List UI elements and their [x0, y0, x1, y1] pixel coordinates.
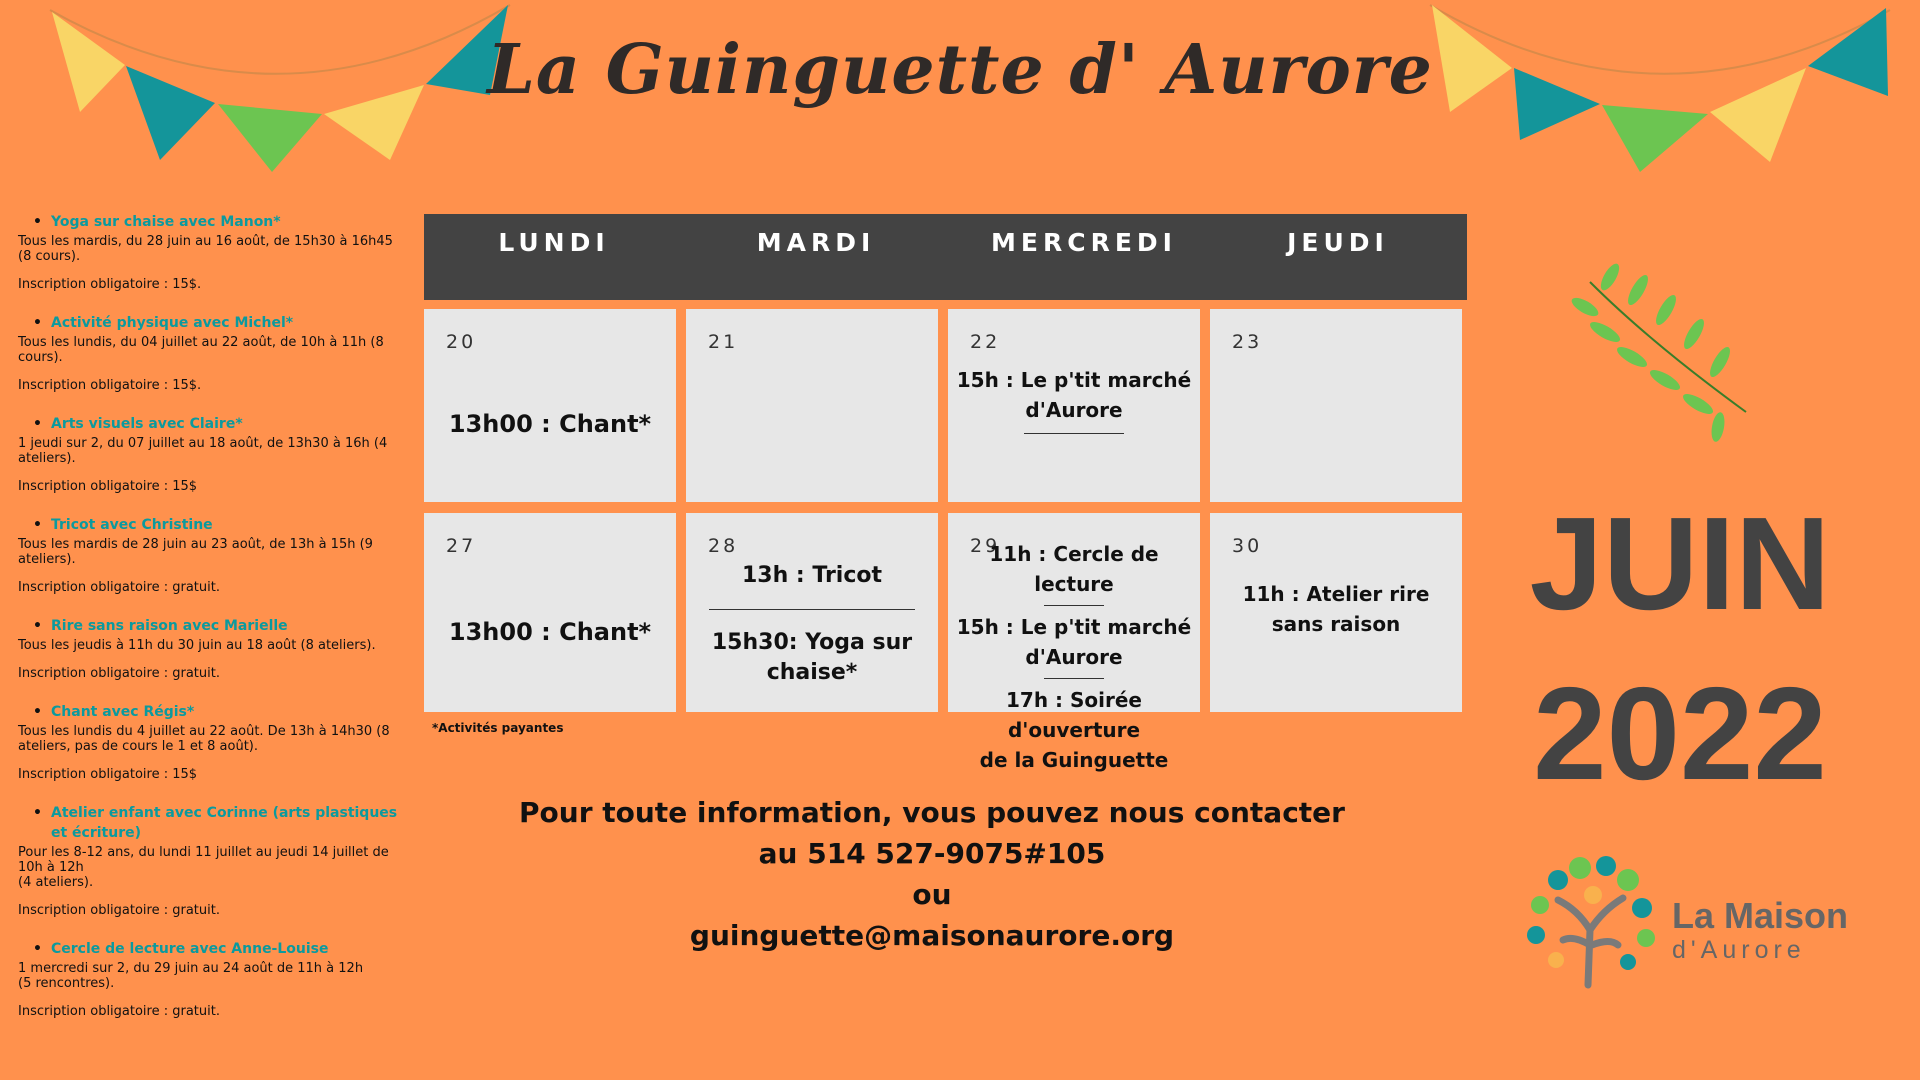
activity-inscription: Inscription obligatoire : gratuit.: [18, 903, 220, 918]
event-separator: [1024, 433, 1124, 434]
day-number: 27: [446, 535, 477, 557]
event-separator: [1044, 678, 1104, 679]
cell-events: [424, 409, 676, 439]
logo-text: [1672, 896, 1848, 964]
calendar-header: [424, 214, 1467, 300]
calendar-event: 13h00 : Chant*: [448, 410, 652, 438]
activity-inscription: Inscription obligatoire : gratuit.: [18, 580, 220, 595]
activity-description: 1 jeudi sur 2, du 07 juillet au 18 août, de 13h30 à 16h (4 ateliers).: [18, 436, 388, 466]
activity-item: [18, 803, 402, 918]
calendar-cell: [424, 309, 676, 502]
activities-list: [18, 212, 402, 1040]
event-separator: [709, 609, 915, 610]
contact-info: [482, 792, 1382, 956]
activity-item: [18, 702, 402, 782]
activity-description: Tous les jeudis à 11h du 30 juin au 18 août (8 ateliers).: [18, 638, 376, 653]
cell-events: [686, 561, 938, 688]
activity-item: [18, 212, 402, 292]
activity-item: [18, 313, 402, 393]
calendar-event: 17h : Soirée d'ouverture de la Guinguette: [979, 688, 1169, 772]
activity-item: [18, 414, 402, 494]
bullet-icon: •: [33, 805, 42, 821]
activity-title: Chant avec Régis*: [51, 704, 195, 720]
tree-logo-icon: [1518, 850, 1668, 990]
bullet-icon: •: [33, 704, 42, 720]
logo-line1: La Maison: [1672, 895, 1849, 936]
calendar-event: 15h30: Yoga sur chaise*: [711, 630, 913, 685]
contact-email[interactable]: guinguette@maisonaurore.org: [689, 919, 1175, 952]
calendar-event: 11h : Atelier rire sans raison: [1242, 582, 1430, 636]
calendar-footnote: *Activités payantes: [432, 721, 564, 735]
day-name-jeudi: JEUDI: [1287, 228, 1389, 257]
day-number: 30: [1232, 535, 1263, 557]
activity-title: Rire sans raison avec Marielle: [51, 618, 288, 634]
activity-inscription: Inscription obligatoire : 15$.: [18, 277, 202, 292]
activity-description: Tous les mardis de 28 juin au 23 août, de 13h à 15h (9 ateliers).: [18, 537, 373, 567]
activity-inscription: Inscription obligatoire : 15$: [18, 479, 198, 494]
activity-item: [18, 515, 402, 595]
activity-inscription: Inscription obligatoire : 15$: [18, 767, 198, 782]
bullet-icon: •: [33, 618, 42, 634]
calendar-cell: [948, 513, 1200, 772]
day-number: 22: [970, 331, 1001, 353]
activity-title: Atelier enfant avec Corinne (arts plastiques et écriture): [51, 805, 398, 841]
day-name-mardi: MARDI: [756, 228, 876, 257]
activity-description: Pour les 8-12 ans, du lundi 11 juillet au jeudi 14 juillet de 10h à 12h (4 ateliers).: [18, 845, 389, 890]
bullet-icon: •: [33, 315, 42, 331]
contact-line: Pour toute information, vous pouvez nous contacter: [519, 796, 1345, 829]
calendar-event: 11h : Cercle de lecture: [989, 542, 1159, 596]
activity-title: Activité physique avec Michel*: [51, 315, 294, 331]
activity-inscription: Inscription obligatoire : gratuit.: [18, 1004, 220, 1019]
day-number: 21: [708, 331, 739, 353]
activity-item: [18, 939, 402, 1019]
bullet-icon: •: [33, 416, 42, 432]
cell-events: [948, 539, 1200, 775]
calendar-cell: [686, 513, 938, 712]
activity-inscription: Inscription obligatoire : 15$.: [18, 378, 202, 393]
event-separator: [1044, 605, 1104, 606]
calendar-cell: [1210, 513, 1462, 712]
day-name-lundi: LUNDI: [498, 228, 610, 257]
calendar-cell: [1210, 309, 1462, 502]
activity-description: Tous les mardis, du 28 juin au 16 août, de 15h30 à 16h45 (8 cours).: [18, 234, 393, 264]
activity-title: Arts visuels avec Claire*: [51, 416, 243, 432]
logo-line2: d'Aurore: [1672, 936, 1806, 964]
day-number: 29: [970, 535, 1001, 557]
calendar-event: 13h00 : Chant*: [448, 618, 652, 646]
activity-inscription: Inscription obligatoire : gratuit.: [18, 666, 220, 681]
activity-item: [18, 616, 402, 681]
page-title: La Guinguette d' Aurore: [487, 30, 1433, 110]
bullet-icon: •: [33, 214, 42, 230]
day-number: 28: [708, 535, 739, 557]
activity-title: Cercle de lecture avec Anne-Louise: [51, 941, 329, 957]
contact-phone: au 514 527-9075#105: [758, 837, 1106, 870]
day-number: 23: [1232, 331, 1263, 353]
leaf-branch-icon: [1570, 262, 1760, 442]
activity-description: 1 mercredi sur 2, du 29 juin au 24 août de 11h à 12h (5 rencontres).: [18, 961, 364, 991]
calendar-event: 15h : Le p'tit marché d'Aurore: [956, 368, 1192, 422]
bullet-icon: •: [33, 517, 42, 533]
calendar-event: 15h : Le p'tit marché d'Aurore: [956, 615, 1192, 669]
calendar-event: 13h : Tricot: [741, 563, 883, 588]
activity-description: Tous les lundis, du 04 juillet au 22 août, de 10h à 11h (8 cours).: [18, 335, 384, 365]
contact-or: ou: [912, 878, 952, 911]
year-label: 2022: [1533, 660, 1827, 807]
calendar-cell: [424, 513, 676, 712]
activity-title: Yoga sur chaise avec Manon*: [51, 214, 281, 230]
day-number: 20: [446, 331, 477, 353]
calendar-cell: [948, 309, 1200, 502]
cell-events: [424, 617, 676, 647]
day-name-mercredi: MERCREDI: [991, 228, 1177, 257]
activity-title: Tricot avec Christine: [51, 517, 213, 533]
month-label: JUIN: [1529, 490, 1831, 637]
calendar-cell: [686, 309, 938, 502]
cell-events: [948, 365, 1200, 442]
bullet-icon: •: [33, 941, 42, 957]
cell-events: [1210, 579, 1462, 639]
activity-description: Tous les lundis du 4 juillet au 22 août. De 13h à 14h30 (8 ateliers, pas de cours le 1 et 8 août).: [18, 724, 390, 754]
